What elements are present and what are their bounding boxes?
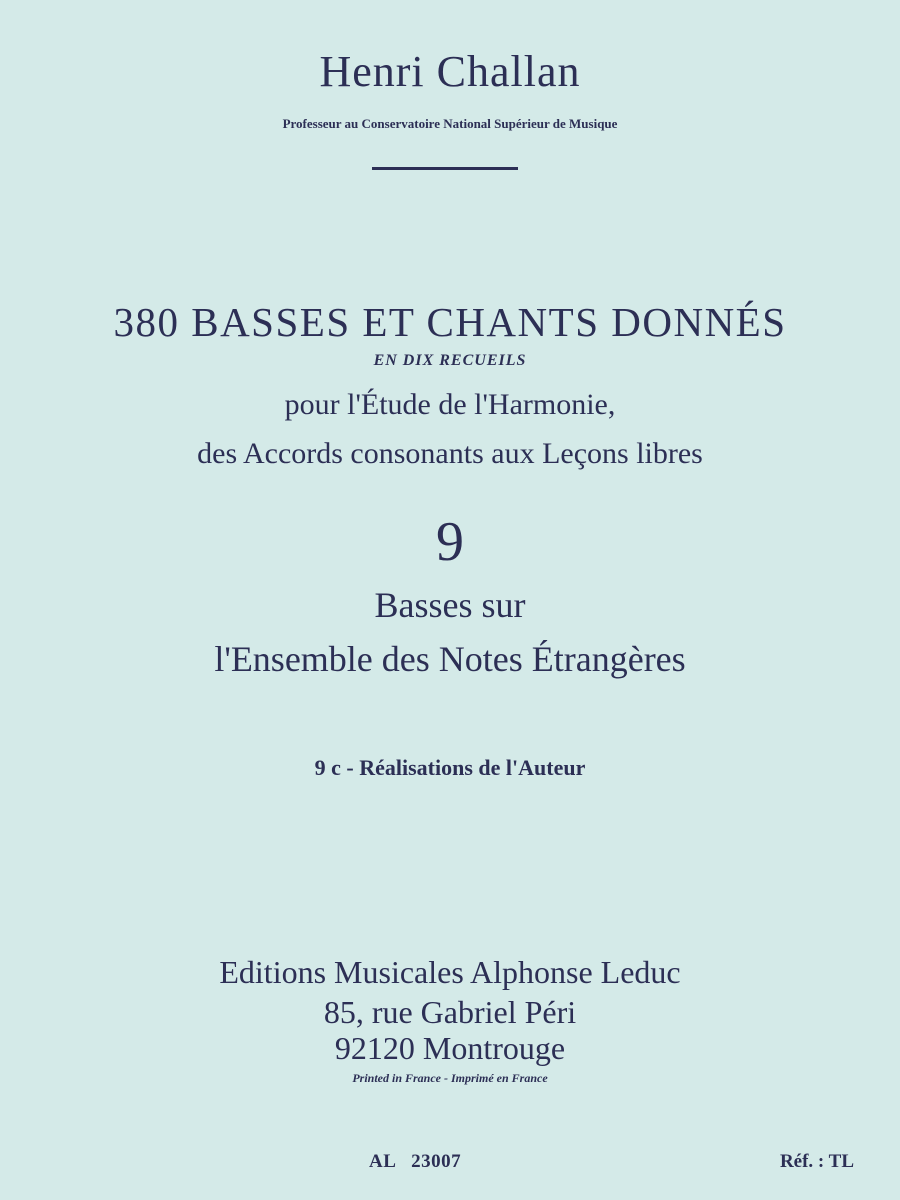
publisher-name: Editions Musicales Alphonse Leduc [219,954,681,990]
publisher-street: 85, rue Gabriel Péri [323,994,577,1030]
work-subtitle: EN DIX RECUEILS [373,352,527,369]
catalog-number: AL 23007 [369,1151,462,1172]
work-number: 380 [113,299,180,345]
author-position: Professeur au Conservatoire National Supérieur de Musique [282,116,618,131]
publisher-city: 92120 Montrouge [334,1030,566,1066]
work-title [0,298,900,346]
work-title-text: BASSES ET CHANTS DONNÉS [191,299,787,345]
volume-title-line-1: Basses sur [374,585,526,625]
volume-part: 9 c - Réalisations de l'Auteur [314,755,586,780]
printed-in-notice: Printed in France - Imprimé en France [352,1071,548,1085]
author-name: Henri Challan [319,47,581,96]
divider-rule [372,167,518,170]
reference-code: Réf. : TL [779,1151,854,1172]
work-purpose-line-1: pour l'Étude de l'Harmonie, [284,388,616,421]
volume-title-line-2: l'Ensemble des Notes Étrangères [214,639,686,679]
volume-number: 9 [436,511,464,573]
work-purpose-line-2: des Accords consonants aux Leçons libres [197,437,703,470]
